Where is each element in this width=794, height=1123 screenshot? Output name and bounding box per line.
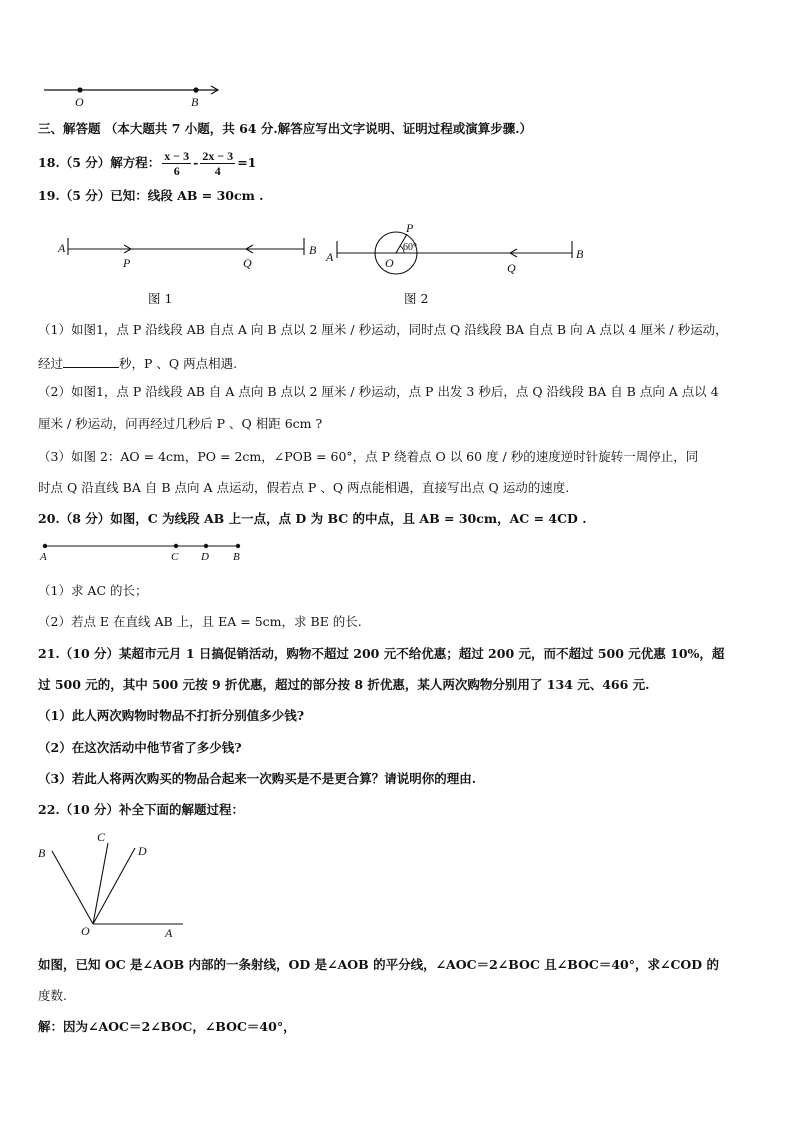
fig2-label-p: P	[406, 221, 414, 235]
section-heading: 三、解答题 （本大题共 7 小题，共 64 分.解答应写出文字说明、证明过程或演算步骤.）	[38, 121, 533, 136]
q21-part2: （2）在这次活动中他节省了多少钱?	[38, 740, 242, 755]
q21-line2: 过 500 元的，其中 500 元按 9 折优惠，超过的部分按 8 折优惠，某人两次购物分别用了 134 元、466 元.	[38, 677, 650, 692]
frac1-numerator: x − 3	[164, 149, 190, 163]
q21-part3: （3）若此人将两次购买的物品合起来一次购买是不是更合算？请说明你的理由.	[38, 771, 477, 786]
frac2-denominator: 4	[214, 164, 221, 178]
q20-stem: 20.（8 分）如图，C 为线段 AB 上一点，点 D 为 BC 的中点，且 AB = 30cm，AC = 4CD .	[38, 511, 587, 526]
fig2-label-b: B	[576, 247, 584, 261]
frac2-numerator: 2x − 3	[202, 149, 234, 163]
q22-solution: 解：因为∠AOC＝2∠BOC，∠BOC＝40°，	[38, 1019, 296, 1034]
q22-label-o: O	[81, 924, 90, 938]
q22-stem: 22.（10 分）补全下面的解题过程：	[38, 802, 244, 817]
q19-part2-line1: （2）如图1，点 P 沿线段 AB 自 A 点向 B 点以 2 厘米 / 秒运动，点 P 出发 3 秒后，点 Q 沿线段 BA 自 B 点向 A 点以 4	[38, 384, 719, 399]
q18-prefix: 18.（5 分）解方程：	[38, 155, 161, 170]
q22-text-line2: 度数.	[38, 988, 67, 1003]
label-b: B	[191, 95, 199, 109]
q21-line1: 21.（10 分）某超市元月 1 日搞促销活动，购物不超过 200 元不给优惠；超过 200 元，而不超过 500 元优惠 10%，超	[38, 646, 725, 661]
fig2-label-q: Q	[507, 261, 516, 275]
q20-part2: （2）若点 E 在直线 AB 上，且 EA = 5cm，求 BE 的长.	[38, 614, 362, 629]
q22-label-a: A	[165, 926, 173, 940]
q19-part1-suffix: 秒，P 、Q 两点相遇.	[119, 356, 238, 371]
q19-part3-line1: （3）如图 2：AO = 4cm，PO = 2cm，∠POB = 60°，点 P 绕着点 O 以 60 度 / 秒的速度逆时针旋转一周停止，同	[38, 449, 699, 464]
q19-part1-line1: （1）如图1，点 P 沿线段 AB 自点 A 向 B 点以 2 厘米 / 秒运动，同时点 Q 沿线段 BA 自点 B 向 A 点以 4 厘米 / 秒运动，	[38, 322, 728, 337]
q19-part1-prefix: 经过	[38, 356, 64, 371]
fig1-label-q: Q	[243, 256, 252, 270]
q22-label-c: C	[97, 830, 106, 844]
q18-rhs: =1	[237, 155, 257, 170]
fig1-caption: 图 1	[148, 291, 173, 306]
frac1-denominator: 6	[173, 164, 180, 178]
q20-label-d: D	[201, 551, 209, 563]
fig1-label-a: A	[58, 241, 66, 255]
q22-text-line1: 如图，已知 OC 是∠AOB 内部的一条射线，OD 是∠AOB 的平分线，∠AOC＝2∠BOC 且∠BOC＝40°，求∠COD 的	[38, 957, 720, 972]
label-o: O	[75, 95, 84, 109]
q19-part2-line2: 厘米 / 秒运动，问再经过几秒后 P 、Q 相距 6cm ?	[38, 416, 323, 431]
q21-part1: （1）此人两次购物时物品不打折分别值多少钱?	[38, 708, 305, 723]
q18-minus: -	[193, 155, 199, 170]
fig2-label-o: O	[385, 256, 394, 270]
q20-label-b: B	[233, 551, 240, 563]
q19-part3-line2: 时点 Q 沿直线 BA 自 B 点向 A 点运动，假若点 P 、Q 两点能相遇，直接写出点 Q 运动的速度.	[38, 480, 570, 495]
q22-label-d: D	[138, 844, 147, 858]
q22-label-b: B	[38, 846, 46, 860]
fig1-label-b: B	[309, 243, 317, 257]
fig2-angle-label: 60°	[403, 242, 417, 253]
q20-label-c: C	[171, 551, 179, 563]
q19-stem: 19.（5 分）已知：线段 AB = 30cm .	[38, 188, 264, 203]
fig2-label-a: A	[326, 250, 334, 264]
fig2-caption: 图 2	[404, 291, 429, 306]
q20-label-a: A	[40, 551, 47, 563]
fig1-label-p: P	[123, 256, 131, 270]
q20-part1: （1）求 AC 的长；	[38, 583, 148, 598]
